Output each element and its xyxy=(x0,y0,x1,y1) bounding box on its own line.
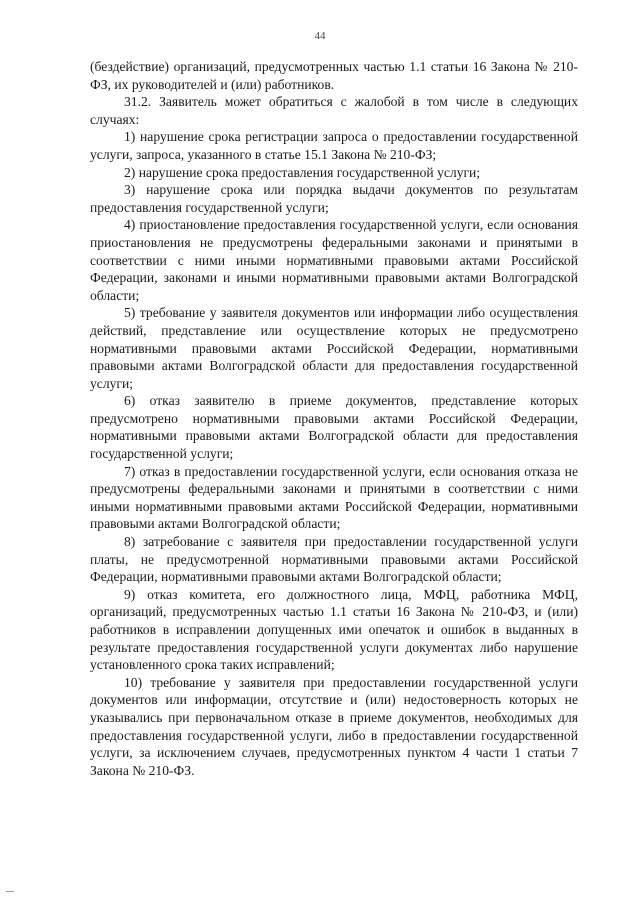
paragraph-31-2: 31.2. Заявитель может обратиться с жалобой в том числе в следующих случаях: xyxy=(90,94,578,127)
list-item-2: 2) нарушение срока предоставления государственной услуги; xyxy=(124,164,481,180)
scan-edge-mark xyxy=(6,891,14,892)
document-body xyxy=(90,58,578,779)
list-item-3: 3) нарушение срока или порядка выдачи документов по результатам предоставления государственной услуги; xyxy=(90,182,578,215)
list-item-7: 7) отказ в предоставлении государственной услуги, если основания отказа не предусмотрены федеральными законами и принятыми в соответствии с ними иными нормативными правовыми актами Российской Федерации, нормативными правовыми актами Волгоградской области; xyxy=(90,463,578,532)
list-item-5: 5) требование у заявителя документов или информации либо осуществления действий, представление или осуществление которых не предусмотрено нормативными правовыми актами Российской Федерации, нормативными правовыми актами Волгоградской области для предоставления государственной услуги; xyxy=(90,305,578,391)
paragraph-continuation: (бездействие) организаций, предусмотренных частью 1.1 статьи 16 Закона № 210-ФЗ, их руководителей и (или) работников. xyxy=(90,59,578,92)
list-item-6: 6) отказ заявителю в приеме документов, представление которых предусмотрено нормативными правовыми актами Российской Федерации, нормативными правовыми актами Волгоградской области для предоставления государственной услуги; xyxy=(90,393,578,462)
list-item-8: 8) затребование с заявителя при предоставлении государственной услуги платы, не предусмотренной нормативными правовыми актами Российской Федерации, нормативными правовыми актами Волгоградской области; xyxy=(90,534,578,585)
list-item-1: 1) нарушение срока регистрации запроса о предоставлении государственной услуги, запроса, указанного в статье 15.1 Закона № 210-ФЗ; xyxy=(90,129,578,162)
list-item-9: 9) отказ комитета, его должностного лица, МФЦ, работника МФЦ, организаций, предусмотренных частью 1.1 статьи 16 Закона № 210-ФЗ, и (или) работников в исправлении допущенных ими опечаток и ошибок в выданных в результате предоставления государственной услуги документах либо нарушение установленного срока таких исправлений; xyxy=(90,586,578,673)
page-number: 44 xyxy=(314,30,326,42)
list-item-10: 10) требование у заявителя при предоставлении государственной услуги документов или информации, отсутствие и (или) недостоверность которых не указывались при первоначальном отказе в приеме документов, необходимых для предоставления государственной услуги, либо в предоставлении государственной услуги, за исключением случаев, предусмотренных пунктом 4 части 1 статьи 7 Закона № 210-ФЗ. xyxy=(90,674,578,778)
list-item-4: 4) приостановление предоставления государственной услуги, если основания приостановления не предусмотрены федеральными законами и принятыми в соответствии с ними иными нормативными правовыми актами Российской Федерации, законами и иными нормативными правовыми актами Волгоградской области; xyxy=(90,217,578,303)
